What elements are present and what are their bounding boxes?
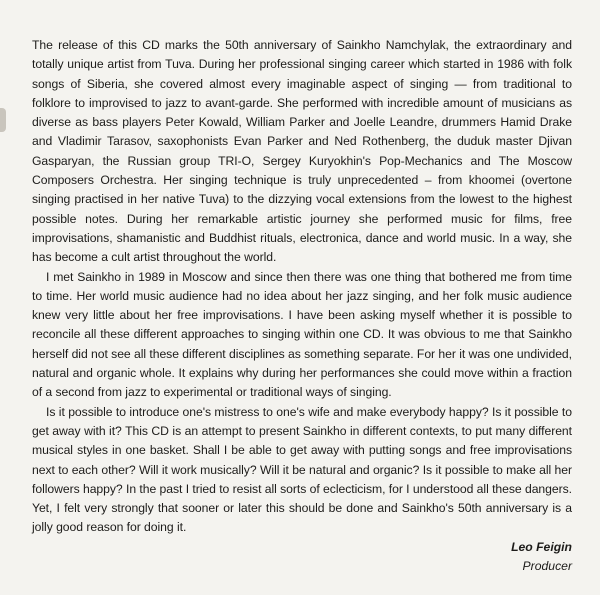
page-edge-mark (0, 108, 6, 132)
paragraph-2: I met Sainkho in 1989 in Moscow and since then there was one thing that bothered me from time to time. Her world music audience had no idea about her jazz singing, and her folk music audience knew very little about her free improvisations. I have been asking myself whether it is possible to reconcile all these different approaches to singing within one CD. It was obvious to me that Sainkho herself did not see all these different disciplines as something separate. For her it was one undivided, natural and organic whole. It explains why during her performances she could move within a fraction of a second from jazz to experimental or traditional ways of singing. (32, 269, 572, 400)
liner-notes (32, 36, 572, 576)
signature-role: Producer (522, 559, 572, 574)
signature-block (32, 538, 572, 577)
signature-name: Leo Feigin (511, 539, 572, 554)
paragraph-1: The release of this CD marks the 50th anniversary of Sainkho Namchylak, the extraordinary and totally unique artist from Tuva. During her professional singing career which started in 1986 with folk songs of Siberia, she covered almost every imaginable aspect of singing — from traditional to folklore to improvised to jazz to avant-garde. She performed with incredible amount of musicians as diverse as bass players Peter Kowald, William Parker and Joelle Leandre, drummers Hamid Drake and Vladimir Tarasov, saxophonists Evan Parker and Ned Rothenberg, the duduk master Djivan Gasparyan, the Russian group TRI-O, Sergey Kuryokhin's Pop-Mechanics and The Moscow Composers Orchestra. Her singing technique is truly unprecedented – from khoomei (overtone singing practised in her native Tuva) to the dizzying vocal extensions from the lowest to the highest possible notes. During her remarkable artistic journey she performed music for films, free improvisations, shamanistic and Buddhist rituals, electronica, dance and world music. In a way, she has become a cult artist throughout the world. (32, 38, 572, 265)
paragraph-3: Is it possible to introduce one's mistress to one's wife and make everybody happy? Is it possible to get away with it? This CD is an attempt to present Sainkho in different contexts, to put many different musical styles in one basket. Shall I be able to get away with putting songs and free improvisations next to each other? Will it work musically? Will it be natural and organic? Is it possible to make all her followers happy? In the past I tried to resist all sorts of eclecticism, for I understood all these dangers. Yet, I felt very strongly that sooner or later this should be done and Sainkho's 50th anniversary is a jolly good reason for doing it. (32, 404, 572, 535)
